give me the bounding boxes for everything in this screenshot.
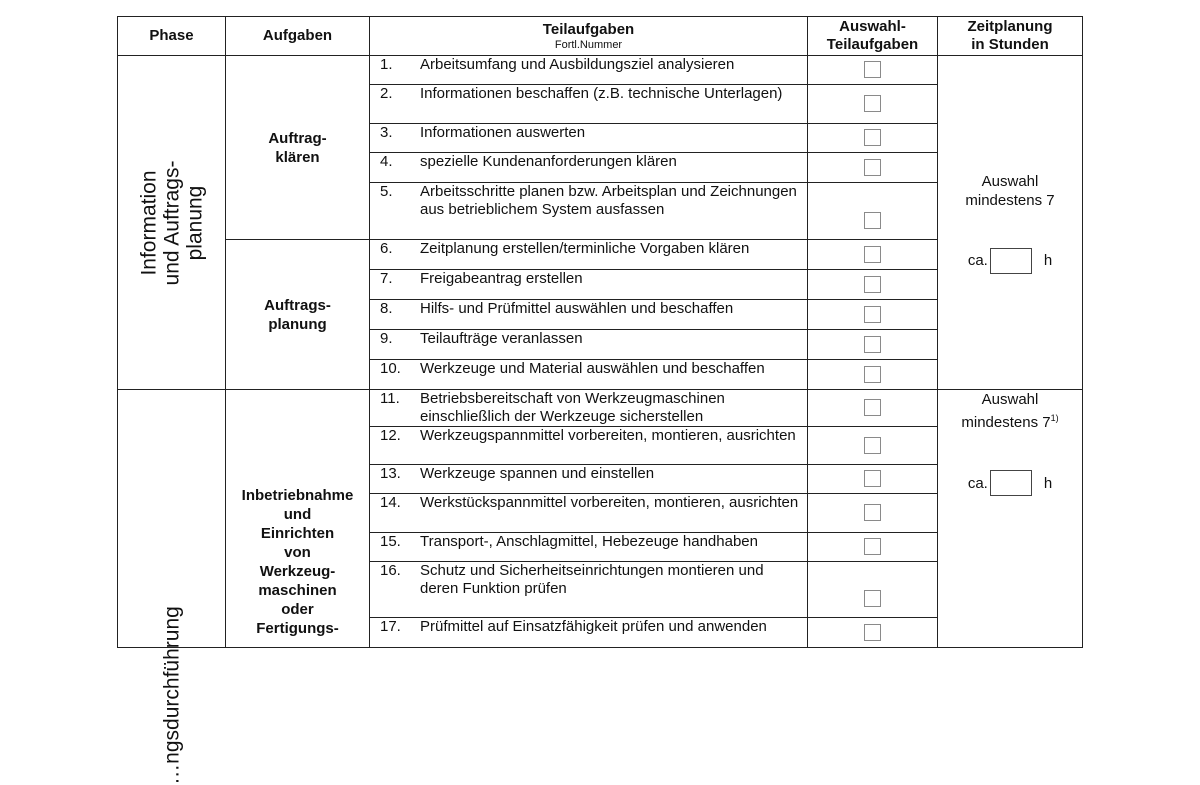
subtask-cell — [370, 618, 808, 648]
subtask-cell — [370, 360, 808, 390]
subtask-text: Informationen auswerten — [420, 124, 586, 141]
hours-approx-label: ca. — [967, 252, 988, 269]
selection-cell — [808, 427, 938, 465]
subtask-number: 6. — [380, 240, 393, 257]
task-cell: Auftrags- planung — [226, 240, 370, 390]
subtask-content — [370, 270, 807, 288]
selection-checkbox[interactable] — [864, 276, 881, 293]
planning-selection-text: Auswahl mindestens 7 — [965, 172, 1055, 209]
selection-checkbox[interactable] — [864, 366, 881, 383]
selection-checkbox[interactable] — [864, 504, 881, 521]
subtask-number: 4. — [380, 153, 393, 170]
selection-checkbox[interactable] — [864, 590, 881, 607]
header-subtasks-note: Fortl.Nummer — [554, 39, 623, 51]
subtask-text: spezielle Kundenanforderungen klären — [420, 153, 677, 170]
selection-checkbox[interactable] — [864, 538, 881, 555]
hours-input-box[interactable] — [990, 248, 1032, 274]
hours-input-box[interactable] — [990, 470, 1032, 496]
hours-unit-label: h — [1043, 252, 1053, 269]
hours-entry — [968, 470, 1052, 496]
subtask-cell — [370, 390, 808, 427]
phase-label-line: planung — [183, 185, 206, 260]
subtask-number: 15. — [380, 533, 401, 550]
phase-cell — [118, 56, 226, 390]
task-cell: Auftrag- klären — [226, 56, 370, 240]
subtask-cell — [370, 533, 808, 562]
subtask-text: Werkzeugspannmittel vorbereiten, montieren, ausrichten — [420, 427, 796, 444]
subtask-number: 1. — [380, 56, 393, 73]
subtask-content — [370, 494, 807, 512]
planning-cell — [938, 56, 1083, 390]
subtask-cell — [370, 427, 808, 465]
selection-cell — [808, 330, 938, 360]
subtask-content — [370, 153, 807, 171]
subtask-number: 12. — [380, 427, 401, 444]
subtask-cell — [370, 183, 808, 240]
subtask-cell — [370, 85, 808, 124]
subtask-text: Arbeitsumfang und Ausbildungsziel analysieren — [420, 56, 735, 73]
selection-cell — [808, 618, 938, 648]
planning-selection-text: Auswahl mindestens 7 — [961, 391, 1051, 431]
selection-checkbox[interactable] — [864, 129, 881, 146]
header-subtasks — [370, 17, 808, 56]
subtask-text: Informationen beschaffen (z.B. technische Unterlagen) — [420, 85, 783, 102]
header-tasks: Aufgaben — [226, 17, 370, 56]
subtask-text: Schutz und Sicherheitseinrichtungen montieren und deren Funktion prüfen — [420, 562, 764, 597]
selection-checkbox[interactable] — [864, 246, 881, 263]
subtask-number: 2. — [380, 85, 393, 102]
subtask-cell — [370, 562, 808, 618]
table-row — [118, 390, 1083, 427]
subtask-text: Hilfs- und Prüfmittel auswählen und beschaffen — [420, 300, 734, 317]
table-row — [118, 56, 1083, 85]
selection-checkbox[interactable] — [864, 61, 881, 78]
task-cell: Inbetriebnahme und Einrichten von Werkzeug- maschinen oder Fertigungs- — [226, 390, 370, 648]
subtask-text: Werkstückspannmittel vorbereiten, montieren, ausrichten — [420, 494, 799, 511]
subtask-text: Transport-, Anschlagmittel, Hebezeuge handhaben — [420, 533, 758, 550]
phase-cell — [118, 390, 226, 785]
selection-cell — [808, 360, 938, 390]
selection-cell — [808, 562, 938, 618]
subtask-content — [370, 240, 807, 258]
header-planning-line2: in Stunden — [971, 36, 1049, 53]
subtask-text: Freigabeantrag erstellen — [420, 270, 583, 287]
subtask-cell — [370, 153, 808, 183]
subtask-cell — [370, 465, 808, 494]
selection-checkbox[interactable] — [864, 306, 881, 323]
subtask-number: 9. — [380, 330, 393, 347]
subtask-content — [370, 618, 807, 636]
planning-selection-note — [938, 172, 1082, 210]
planning-selection-note — [938, 390, 1082, 432]
subtask-number: 10. — [380, 360, 401, 377]
subtask-text: Zeitplanung erstellen/terminliche Vorgaben klären — [420, 240, 750, 257]
subtask-content — [370, 300, 807, 318]
subtask-cell — [370, 494, 808, 533]
header-subtasks-label: Teilaufgaben — [542, 21, 635, 38]
selection-checkbox[interactable] — [864, 624, 881, 641]
selection-cell — [808, 183, 938, 240]
subtask-number: 11. — [380, 390, 400, 407]
planning-cell — [938, 390, 1083, 648]
subtask-text: Werkzeuge spannen und einstellen — [420, 465, 655, 482]
selection-cell — [808, 85, 938, 124]
selection-cell — [808, 240, 938, 270]
subtask-text: Teilaufträge veranlassen — [420, 330, 583, 347]
hours-entry — [968, 248, 1052, 274]
selection-checkbox[interactable] — [864, 95, 881, 112]
subtask-cell — [370, 330, 808, 360]
task-selection-table — [117, 16, 1083, 785]
selection-checkbox[interactable] — [864, 437, 881, 454]
subtask-content — [370, 533, 807, 551]
subtask-content — [370, 465, 807, 483]
subtask-text: Arbeitsschritte planen bzw. Arbeitsplan und Zeichnungen aus betrieblichem System ausfassen — [420, 183, 797, 218]
hours-unit-label: h — [1043, 474, 1053, 492]
selection-checkbox[interactable] — [864, 212, 881, 229]
subtask-content — [370, 330, 807, 348]
phase-label — [160, 606, 183, 785]
selection-cell — [808, 533, 938, 562]
selection-cell — [808, 124, 938, 153]
subtask-cell — [370, 240, 808, 270]
subtask-content — [370, 124, 807, 142]
subtask-number: 5. — [380, 183, 393, 200]
subtask-text: Betriebsbereitschaft von Werkzeugmaschinen einschließlich der Werkzeuge sicherstellen — [420, 390, 725, 425]
subtask-number: 14. — [380, 494, 401, 511]
subtask-number: 3. — [380, 124, 393, 141]
selection-checkbox[interactable] — [864, 399, 881, 416]
selection-checkbox[interactable] — [864, 470, 881, 487]
selection-cell — [808, 465, 938, 494]
header-row — [118, 17, 1083, 56]
selection-cell — [808, 270, 938, 300]
subtask-number: 13. — [380, 465, 401, 482]
subtask-cell — [370, 270, 808, 300]
selection-cell — [808, 494, 938, 533]
header-selection-line1: Auswahl- — [839, 18, 906, 35]
selection-checkbox[interactable] — [864, 336, 881, 353]
subtask-text: Werkzeuge und Material auswählen und beschaffen — [420, 360, 765, 377]
header-planning — [938, 17, 1083, 56]
subtask-content — [370, 183, 807, 219]
subtask-text: Prüfmittel auf Einsatzfähigkeit prüfen und anwenden — [420, 618, 767, 635]
selection-checkbox[interactable] — [864, 159, 881, 176]
phase-label-line: und Auftrags- — [160, 160, 183, 285]
phase-label — [137, 160, 206, 285]
subtask-content — [370, 85, 807, 103]
selection-cell — [808, 390, 938, 427]
subtask-number: 16. — [380, 562, 401, 579]
selection-cell — [808, 153, 938, 183]
subtask-content — [370, 562, 807, 598]
header-phase: Phase — [118, 17, 226, 56]
subtask-content — [370, 427, 807, 445]
subtask-content — [370, 56, 807, 74]
subtask-cell — [370, 56, 808, 85]
subtask-content — [370, 360, 807, 378]
phase-label-line: Information — [137, 169, 160, 276]
subtask-content — [370, 390, 807, 426]
subtask-number: 8. — [380, 300, 393, 317]
phase-label-line: …ngsdurchführung — [160, 606, 183, 785]
subtask-cell — [370, 124, 808, 153]
header-selection — [808, 17, 938, 56]
selection-cell — [808, 56, 938, 85]
selection-cell — [808, 300, 938, 330]
planning-footnote: 1) — [1050, 413, 1059, 423]
subtask-number: 17. — [380, 618, 401, 635]
subtask-cell — [370, 300, 808, 330]
hours-approx-label: ca. — [967, 474, 988, 492]
subtask-number: 7. — [380, 270, 393, 287]
header-selection-line2: Teilaufgaben — [826, 36, 919, 53]
header-planning-line1: Zeitplanung — [967, 18, 1053, 35]
